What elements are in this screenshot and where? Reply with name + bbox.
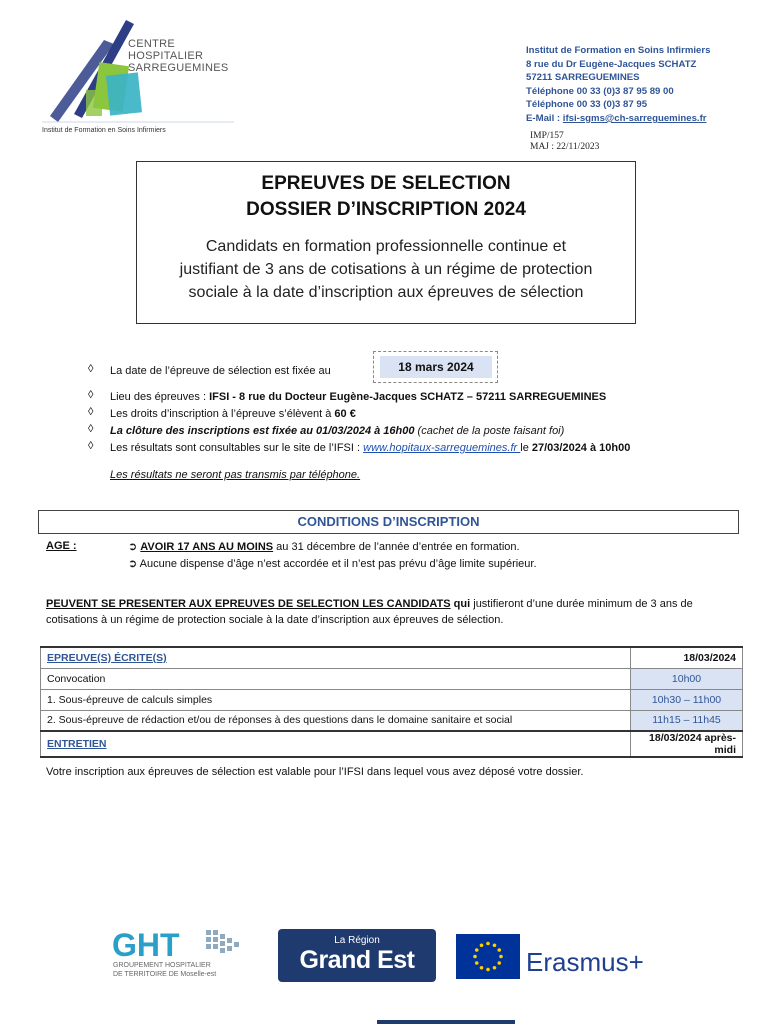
eu-star-icon [475, 948, 479, 952]
row-time: 11h15 – 11h45 [631, 710, 743, 731]
title-subtitle: Candidats en formation professionnelle continue et justifiant de 3 ans de cotisations à un régime de protection sociale à la date d’inscription aux épreuves de sélection [179, 238, 593, 301]
address-line-2: 57211 SARREGUEMINES [526, 72, 640, 84]
row-time: 10h30 – 11h00 [631, 689, 743, 710]
registration-deadline: La clôture des inscriptions est fixée au 01/03/2024 à 16h00 (cachet de la poste faisant foi) [110, 425, 565, 437]
results-info: Les résultats sont consultables sur le site de l’IFSI : www.hopitaux-sarreguemines.fr le 27/03/2024 à 10h00 [110, 442, 631, 454]
registration-fee: Les droits d’inscription à l’épreuve s’élèvent à 60 € [110, 408, 356, 420]
institute-name: Institut de Formation en Soins Infirmiers [526, 45, 711, 56]
table-row [41, 710, 743, 731]
age-condition-1: ➲ AVOIR 17 ANS AU MOINS au 31 décembre de l’année d’entrée en formation. [128, 541, 520, 553]
interview-label: ENTRETIEN [41, 731, 631, 757]
address-line-1: 8 rue du Dr Eugène-Jacques SCHATZ [526, 58, 697, 70]
eu-star-icon [497, 961, 501, 965]
table-row [41, 668, 743, 689]
table-row [41, 689, 743, 710]
row-time: 10h00 [631, 668, 743, 689]
bullet-icon: ◊ [88, 363, 94, 375]
row-label: Convocation [41, 668, 631, 689]
eu-star-icon [493, 943, 497, 947]
hospital-logo-icon [38, 18, 238, 136]
eu-star-icon [486, 942, 490, 946]
erasmus-logo-text: Erasmus+ [526, 947, 644, 977]
eu-star-icon [480, 966, 484, 970]
phone-2: Téléphone 00 33 (0)3 87 95 [526, 99, 648, 111]
email-link[interactable]: ifsi-sgms@ch-sarreguemines.fr [562, 112, 707, 124]
schedule-table [40, 646, 743, 758]
row-label: 1. Sous-épreuve de calculs simples [41, 689, 631, 710]
bullet-icon: ◊ [88, 440, 94, 452]
exam-date-box [373, 351, 498, 383]
row-label: 2. Sous-épreuve de rédaction et/ou de réponses à des questions dans le domaine sanitaire et social [41, 710, 631, 731]
eligibility-paragraph: PEUVENT SE PRESENTER AUX EPREUVES DE SELECTION LES CANDIDATS qui justifieront d’une durée minimum de 3 ans de cotisations à un régime de protection sociale à la date d’inscription aux épreuves de sélection. [46, 598, 693, 626]
eu-star-icon [486, 968, 490, 972]
contact-block [526, 44, 710, 126]
ght-subtitle: GROUPEMENT HOSPITALIER DE TERRITOIRE DE Moselle-est [113, 962, 217, 978]
ght-logo-text: GHT [112, 927, 180, 963]
email-line: E-Mail : ifsi-sgms@ch-sarreguemines.fr [526, 112, 707, 124]
exam-date-value: 18 mars 2024 [380, 356, 492, 378]
written-exams-label: EPREUVE(S) ÉCRITE(S) [41, 647, 631, 668]
no-phone-notice: Les résultats ne seront pas transmis par téléphone. [110, 469, 361, 481]
eu-star-icon [475, 961, 479, 965]
bullet-icon: ◊ [88, 389, 94, 401]
results-website-link[interactable]: www.hopitaux-sarreguemines.fr [363, 442, 521, 454]
hospital-name: CENTRE HOSPITALIER SARREGUEMINES [128, 38, 229, 74]
bullet-icon: ◊ [88, 423, 94, 435]
eu-star-icon [499, 955, 503, 959]
age-label: AGE : [46, 540, 77, 552]
written-exams-date: 18/03/2024 [631, 647, 743, 668]
arrow-icon: ➲ [128, 558, 138, 570]
eu-star-icon [497, 948, 501, 952]
eu-flag-icon [456, 934, 520, 979]
validity-note: Votre inscription aux épreuves de sélection est valable pour l’IFSI dans lequel vous avez déposé votre dossier. [46, 766, 584, 778]
document-ref: IMP/157 MAJ : 22/11/2023 [530, 131, 600, 152]
table-row [41, 731, 743, 757]
eu-star-icon [493, 966, 497, 970]
eu-star-icon [480, 943, 484, 947]
age-condition-2: ➲ Aucune dispense d’âge n’est accordée et il n’est pas prévu d’âge limite supérieur. [128, 558, 537, 570]
conditions-heading: CONDITIONS D’INSCRIPTION [38, 510, 739, 534]
logo-subtitle: Institut de Formation en Soins Infirmiers [42, 127, 166, 134]
arrow-icon: ➲ [128, 541, 138, 553]
table-row [41, 647, 743, 668]
exam-date-text: La date de l’épreuve de sélection est fixée au [110, 365, 331, 377]
grand-est-logo: La Région Grand Est [278, 929, 436, 982]
page-title: EPREUVES DE SELECTION DOSSIER D’INSCRIPTION 2024 [246, 173, 526, 220]
exam-location: Lieu des épreuves : IFSI - 8 rue du Docteur Eugène-Jacques SCHATZ – 57211 SARREGUEMINES [110, 391, 607, 403]
interview-date: 18/03/2024 après-midi [631, 731, 743, 757]
title-box [136, 161, 636, 324]
bottom-bar [377, 1020, 515, 1024]
phone-1: Téléphone 00 33 (0)3 87 95 89 00 [526, 85, 674, 97]
eu-star-icon [473, 955, 477, 959]
bullet-icon: ◊ [88, 406, 94, 418]
